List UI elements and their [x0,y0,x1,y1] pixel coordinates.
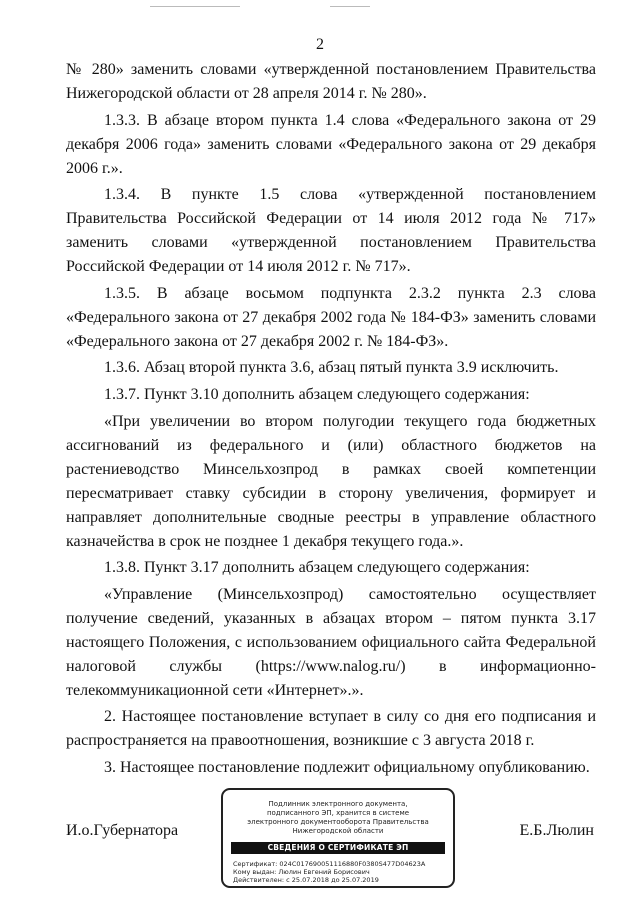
signatory-position: И.о.Губернатора [66,822,179,839]
stamp-details [233,860,443,884]
page-number: 2 [316,36,324,53]
paragraph-1-3-7: 1.3.7. Пункт 3.10 дополнить абзацем следующего содержания: [104,385,530,403]
paragraph-1-3-6: 1.3.6. Абзац второй пункта 3.6, абзац пятый пункта 3.9 исключить. [104,359,559,377]
stamp-header: Подлинник электронного документа, подписанного ЭП, хранится в системе электронного документооборота Правительства Нижегородской области [247,800,429,835]
paragraph-1-3-8: 1.3.8. Пункт 3.17 дополнить абзацем следующего содержания: [104,559,530,577]
stamp-certificate-bar: СВЕДЕНИЯ О СЕРТИФИКАТЕ ЭП [231,842,445,854]
stamp-validity: Действителен: с 25.07.2018 до 25.07.2019 [233,876,379,884]
signatory-name: Е.Б.Люлин [519,822,594,839]
paragraph-quote-subsidy: «При увеличении во втором полугодии текущего года бюджетных ассигнований из федерального и (или) областного бюджетов на растениеводство Минсельхозпрод в рамках своей компетенции пересматривает ставку субсидии в сторону увеличения, формирует и направляет дополнительные сводные реестры в управление областного казначейства в срок не позднее 1 декабря текущего года.». [66,412,596,550]
stamp-issued-to: Кому выдан: Люлин Евгений Борисович [233,868,370,876]
paragraph-1-3-4: 1.3.4. В пункте 1.5 слова «утвержденной постановлением Правительства Российской Федерации от 14 июля 2012 года № 717» заменить словами «утвержденной постановлением Правительства Российской Федерации от 14 июля 2012 г. № 717». [66,186,596,276]
paragraph-1-3-3: 1.3.3. В абзаце втором пункта 1.4 слова «Федерального закона от 29 декабря 2006 года» заменить словами «Федерального закона от 29 декабря 2006 г.». [66,111,596,177]
e-signature-stamp [221,788,455,888]
paragraph-1-3-5: 1.3.5. В абзаце восьмом подпункта 2.3.2 пункта 2.3 слова «Федерального закона от 27 декабря 2002 года № 184-ФЗ» заменить словами «Федерального закона от 27 декабря 2002 г. № 184-ФЗ». [66,284,596,350]
paragraph-quote-nalog: «Управление (Минсельхозпрод) самостоятельно осуществляет получение сведений, указанных в абзацах втором – пятом пункта 3.17 настоящего Положения, с использованием официального сайта Федеральной налоговой службы (https://www.nalog.ru/) в информационно-телекоммуникационной сети «Интернет».». [66,585,596,699]
paragraph-intro: № 280» заменить словами «утвержденной постановлением Правительства Нижегородской области от 28 апреля 2014 г. № 280». [66,61,596,102]
stamp-certificate-id: Сертификат: 024C017690051116880F0380S477D04623A [233,860,426,868]
scan-artifact-line [150,6,240,7]
paragraph-2-effective: 2. Настоящее постановление вступает в силу со дня его подписания и распространяется на правоотношения, возникшие с 3 августа 2018 г. [66,708,596,750]
scan-artifact-line [330,6,370,7]
document-body [66,58,596,780]
paragraph-3-publication: 3. Настоящее постановление подлежит официальному опубликованию. [104,758,590,776]
